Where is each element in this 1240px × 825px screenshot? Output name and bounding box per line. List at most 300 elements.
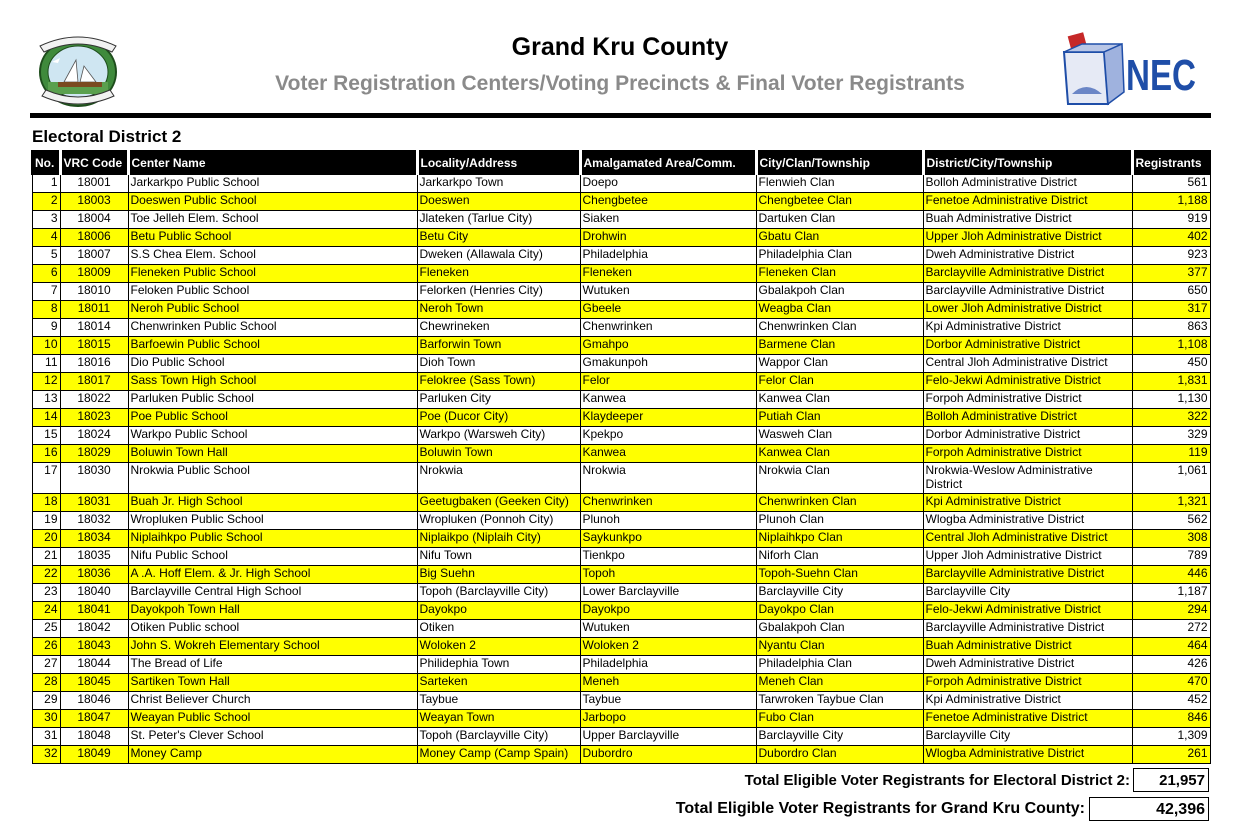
district-total-value: 21,957	[1133, 768, 1209, 792]
center-name-cell: Nifu Public School	[128, 547, 417, 565]
district-cell: Forpoh Administrative District	[923, 673, 1132, 691]
district-cell: Forpoh Administrative District	[923, 390, 1132, 408]
city-clan-cell: Kanwea Clan	[756, 390, 923, 408]
table-row	[32, 300, 1210, 318]
table-row	[32, 228, 1210, 246]
table-row	[32, 192, 1210, 210]
city-clan-cell: Wasweh Clan	[756, 426, 923, 444]
city-clan-cell: Weagba Clan	[756, 300, 923, 318]
vrc-code-cell: 18009	[60, 264, 128, 282]
city-clan-cell: Philadelphia Clan	[756, 655, 923, 673]
district-cell: Central Jloh Administrative District	[923, 529, 1132, 547]
table-row	[32, 511, 1210, 529]
district-cell: Forpoh Administrative District	[923, 444, 1132, 462]
vrc-code-cell: 18048	[60, 727, 128, 745]
vrc-code-cell: 18041	[60, 601, 128, 619]
city-clan-cell: Nyantu Clan	[756, 637, 923, 655]
registrants-cell: 1,188	[1132, 192, 1210, 210]
table-row	[32, 282, 1210, 300]
row-number-cell: 9	[32, 318, 60, 336]
registrants-cell: 470	[1132, 673, 1210, 691]
amalgamated-area-cell: Wutuken	[580, 282, 756, 300]
table-row	[32, 691, 1210, 709]
vrc-code-cell: 18015	[60, 336, 128, 354]
amalgamated-area-cell: Taybue	[580, 691, 756, 709]
center-name-cell: St. Peter's Clever School	[128, 727, 417, 745]
vrc-code-cell: 18034	[60, 529, 128, 547]
center-name-cell: Weayan Public School	[128, 709, 417, 727]
amalgamated-area-cell: Dubordro	[580, 745, 756, 763]
district-cell: Dweh Administrative District	[923, 246, 1132, 264]
city-clan-cell: Barclayville City	[756, 583, 923, 601]
table-row	[32, 583, 1210, 601]
locality-cell: Fleneken	[417, 264, 580, 282]
registrants-cell: 1,130	[1132, 390, 1210, 408]
registrants-cell: 562	[1132, 511, 1210, 529]
district-cell: Kpi Administrative District	[923, 318, 1132, 336]
row-number-cell: 27	[32, 655, 60, 673]
row-number-cell: 1	[32, 174, 60, 192]
registrants-cell: 322	[1132, 408, 1210, 426]
center-name-cell: Fleneken Public School	[128, 264, 417, 282]
district-cell: Dweh Administrative District	[923, 655, 1132, 673]
amalgamated-area-cell: Kanwea	[580, 444, 756, 462]
locality-cell: Taybue	[417, 691, 580, 709]
district-cell: Felo-Jekwi Administrative District	[923, 601, 1132, 619]
vrc-code-cell: 18010	[60, 282, 128, 300]
city-clan-cell: Putiah Clan	[756, 408, 923, 426]
district-cell: Barclayville City	[923, 583, 1132, 601]
amalgamated-area-cell: Saykunkpo	[580, 529, 756, 547]
district-cell: Lower Jloh Administrative District	[923, 300, 1132, 318]
vrc-code-cell: 18007	[60, 246, 128, 264]
registrants-cell: 446	[1132, 565, 1210, 583]
district-cell: Bolloh Administrative District	[923, 174, 1132, 192]
nec-logo-text: NEC	[1126, 51, 1196, 100]
center-name-cell: Toe Jelleh Elem. School	[128, 210, 417, 228]
table-row	[32, 529, 1210, 547]
row-number-cell: 8	[32, 300, 60, 318]
column-header: VRC Code	[60, 151, 128, 174]
page-subtitle: Voter Registration Centers/Voting Precincts & Final Voter Registrants	[275, 72, 965, 95]
registrants-cell: 923	[1132, 246, 1210, 264]
amalgamated-area-cell: Wutuken	[580, 619, 756, 637]
vrc-code-cell: 18032	[60, 511, 128, 529]
locality-cell: Nifu Town	[417, 547, 580, 565]
vrc-code-cell: 18035	[60, 547, 128, 565]
registrants-cell: 1,831	[1132, 372, 1210, 390]
city-clan-cell: Nrokwia Clan	[756, 462, 923, 493]
center-name-cell: Feloken Public School	[128, 282, 417, 300]
locality-cell: Money Camp (Camp Spain)	[417, 745, 580, 763]
table-row	[32, 619, 1210, 637]
registrants-cell: 789	[1132, 547, 1210, 565]
city-clan-cell: Gbalakpoh Clan	[756, 619, 923, 637]
amalgamated-area-cell: Lower Barclayville	[580, 583, 756, 601]
vrc-code-cell: 18011	[60, 300, 128, 318]
row-number-cell: 12	[32, 372, 60, 390]
table-row	[32, 655, 1210, 673]
locality-cell: Geetugbaken (Geeken City)	[417, 493, 580, 511]
city-clan-cell: Chenwrinken Clan	[756, 318, 923, 336]
locality-cell: Sarteken	[417, 673, 580, 691]
vrc-code-cell: 18042	[60, 619, 128, 637]
table-row	[32, 264, 1210, 282]
table-header-row	[32, 151, 1210, 174]
amalgamated-area-cell: Plunoh	[580, 511, 756, 529]
ballot-box-icon	[1062, 34, 1202, 106]
center-name-cell: Otiken Public school	[128, 619, 417, 637]
amalgamated-area-cell: Fleneken	[580, 264, 756, 282]
row-number-cell: 32	[32, 745, 60, 763]
table-row	[32, 745, 1210, 763]
city-clan-cell: Philadelphia Clan	[756, 246, 923, 264]
registrants-cell: 1,108	[1132, 336, 1210, 354]
district-total-label: Total Eligible Voter Registrants for Electoral District 2:	[744, 772, 1130, 789]
city-clan-cell: Plunoh Clan	[756, 511, 923, 529]
vrc-code-cell: 18016	[60, 354, 128, 372]
registrants-cell: 272	[1132, 619, 1210, 637]
locality-cell: Jarkarkpo Town	[417, 174, 580, 192]
city-clan-cell: Felor Clan	[756, 372, 923, 390]
table-row	[32, 336, 1210, 354]
row-number-cell: 16	[32, 444, 60, 462]
vrc-code-cell: 18004	[60, 210, 128, 228]
amalgamated-area-cell: Upper Barclayville	[580, 727, 756, 745]
locality-cell: Wropluken (Ponnoh City)	[417, 511, 580, 529]
table-row	[32, 444, 1210, 462]
district-title: Electoral District 2	[32, 127, 182, 146]
center-name-cell: Betu Public School	[128, 228, 417, 246]
amalgamated-area-cell: Topoh	[580, 565, 756, 583]
district-cell: Kpi Administrative District	[923, 493, 1132, 511]
registrants-cell: 846	[1132, 709, 1210, 727]
column-header: Amalgamated Area/Comm.	[580, 151, 756, 174]
row-number-cell: 31	[32, 727, 60, 745]
amalgamated-area-cell: Philadelphia	[580, 246, 756, 264]
vrc-code-cell: 18049	[60, 745, 128, 763]
district-cell: Buah Administrative District	[923, 210, 1132, 228]
center-name-cell: Barclayville Central High School	[128, 583, 417, 601]
city-clan-cell: Barmene Clan	[756, 336, 923, 354]
district-cell: Upper Jloh Administrative District	[923, 228, 1132, 246]
vrc-code-cell: 18003	[60, 192, 128, 210]
row-number-cell: 18	[32, 493, 60, 511]
amalgamated-area-cell: Doepo	[580, 174, 756, 192]
row-number-cell: 10	[32, 336, 60, 354]
vrc-code-cell: 18045	[60, 673, 128, 691]
locality-cell: Warkpo (Warsweh City)	[417, 426, 580, 444]
center-name-cell: Chenwrinken Public School	[128, 318, 417, 336]
vrc-code-cell: 18047	[60, 709, 128, 727]
center-name-cell: Sass Town High School	[128, 372, 417, 390]
locality-cell: Dioh Town	[417, 354, 580, 372]
row-number-cell: 5	[32, 246, 60, 264]
district-cell: Dorbor Administrative District	[923, 426, 1132, 444]
center-name-cell: Boluwin Town Hall	[128, 444, 417, 462]
center-name-cell: Neroh Public School	[128, 300, 417, 318]
amalgamated-area-cell: Felor	[580, 372, 756, 390]
table-body	[32, 174, 1210, 763]
amalgamated-area-cell: Siaken	[580, 210, 756, 228]
table-row	[32, 673, 1210, 691]
registrants-cell: 1,309	[1132, 727, 1210, 745]
table-row	[32, 426, 1210, 444]
locality-cell: Chewrineken	[417, 318, 580, 336]
row-number-cell: 23	[32, 583, 60, 601]
city-clan-cell: Flenwieh Clan	[756, 174, 923, 192]
vrc-code-cell: 18030	[60, 462, 128, 493]
column-header: City/Clan/Township	[756, 151, 923, 174]
registrants-cell: 1,187	[1132, 583, 1210, 601]
county-total-label: Total Eligible Voter Registrants for Grand Kru County:	[675, 800, 1085, 817]
table-row	[32, 493, 1210, 511]
nec-logo	[1062, 34, 1202, 106]
center-name-cell: Poe Public School	[128, 408, 417, 426]
district-cell: Barclayville Administrative District	[923, 282, 1132, 300]
locality-cell: Topoh (Barclayville City)	[417, 727, 580, 745]
city-clan-cell: Fleneken Clan	[756, 264, 923, 282]
vrc-code-cell: 18024	[60, 426, 128, 444]
row-number-cell: 11	[32, 354, 60, 372]
center-name-cell: Buah Jr. High School	[128, 493, 417, 511]
locality-cell: Niplaikpo (Niplaih City)	[417, 529, 580, 547]
table-row	[32, 246, 1210, 264]
registrants-cell: 261	[1132, 745, 1210, 763]
row-number-cell: 13	[32, 390, 60, 408]
vrc-code-cell: 18006	[60, 228, 128, 246]
locality-cell: Topoh (Barclayville City)	[417, 583, 580, 601]
vrc-code-cell: 18036	[60, 565, 128, 583]
locality-cell: Betu City	[417, 228, 580, 246]
center-name-cell: Dio Public School	[128, 354, 417, 372]
table-row	[32, 565, 1210, 583]
amalgamated-area-cell: Chengbetee	[580, 192, 756, 210]
registration-table	[31, 150, 1211, 764]
registrants-cell: 377	[1132, 264, 1210, 282]
locality-cell: Barforwin Town	[417, 336, 580, 354]
locality-cell: Parluken City	[417, 390, 580, 408]
column-header: District/City/Township	[923, 151, 1132, 174]
district-cell: Upper Jloh Administrative District	[923, 547, 1132, 565]
locality-cell: Doeswen	[417, 192, 580, 210]
registrants-cell: 1,321	[1132, 493, 1210, 511]
row-number-cell: 28	[32, 673, 60, 691]
district-cell: Fenetoe Administrative District	[923, 709, 1132, 727]
center-name-cell: The Bread of Life	[128, 655, 417, 673]
city-clan-cell: Niforh Clan	[756, 547, 923, 565]
row-number-cell: 20	[32, 529, 60, 547]
amalgamated-area-cell: Jarbopo	[580, 709, 756, 727]
center-name-cell: A .A. Hoff Elem. & Jr. High School	[128, 565, 417, 583]
city-clan-cell: Dubordro Clan	[756, 745, 923, 763]
registrants-cell: 561	[1132, 174, 1210, 192]
table-row	[32, 601, 1210, 619]
amalgamated-area-cell: Kpekpo	[580, 426, 756, 444]
center-name-cell: Warkpo Public School	[128, 426, 417, 444]
center-name-cell: Barfoewin Public School	[128, 336, 417, 354]
header-divider	[30, 113, 1211, 118]
city-clan-cell: Dartuken Clan	[756, 210, 923, 228]
amalgamated-area-cell: Gbeele	[580, 300, 756, 318]
amalgamated-area-cell: Drohwin	[580, 228, 756, 246]
center-name-cell: Nrokwia Public School	[128, 462, 417, 493]
amalgamated-area-cell: Meneh	[580, 673, 756, 691]
city-clan-cell: Dayokpo Clan	[756, 601, 923, 619]
table-row	[32, 390, 1210, 408]
center-name-cell: Jarkarkpo Public School	[128, 174, 417, 192]
page-header	[0, 0, 1240, 118]
locality-cell: Otiken	[417, 619, 580, 637]
amalgamated-area-cell: Chenwrinken	[580, 493, 756, 511]
district-cell: Wlogba Administrative District	[923, 745, 1132, 763]
vrc-code-cell: 18043	[60, 637, 128, 655]
row-number-cell: 3	[32, 210, 60, 228]
page-title: Grand Kru County	[511, 33, 729, 61]
table-row	[32, 408, 1210, 426]
row-number-cell: 21	[32, 547, 60, 565]
registrants-cell: 452	[1132, 691, 1210, 709]
table-row	[32, 354, 1210, 372]
locality-cell: Woloken 2	[417, 637, 580, 655]
registrants-cell: 863	[1132, 318, 1210, 336]
vrc-code-cell: 18022	[60, 390, 128, 408]
locality-cell: Big Suehn	[417, 565, 580, 583]
center-name-cell: Doeswen Public School	[128, 192, 417, 210]
row-number-cell: 6	[32, 264, 60, 282]
city-clan-cell: Chenwrinken Clan	[756, 493, 923, 511]
center-name-cell: Money Camp	[128, 745, 417, 763]
district-cell: Bolloh Administrative District	[923, 408, 1132, 426]
center-name-cell: Niplaihkpo Public School	[128, 529, 417, 547]
district-cell: Kpi Administrative District	[923, 691, 1132, 709]
row-number-cell: 2	[32, 192, 60, 210]
vrc-code-cell: 18040	[60, 583, 128, 601]
amalgamated-area-cell: Chenwrinken	[580, 318, 756, 336]
locality-cell: Boluwin Town	[417, 444, 580, 462]
city-clan-cell: Gbalakpoh Clan	[756, 282, 923, 300]
row-number-cell: 24	[32, 601, 60, 619]
city-clan-cell: Wappor Clan	[756, 354, 923, 372]
amalgamated-area-cell: Dayokpo	[580, 601, 756, 619]
column-header: Center Name	[128, 151, 417, 174]
city-clan-cell: Niplaihkpo Clan	[756, 529, 923, 547]
table-row	[32, 318, 1210, 336]
column-header: Registrants	[1132, 151, 1210, 174]
row-number-cell: 15	[32, 426, 60, 444]
district-cell: Buah Administrative District	[923, 637, 1132, 655]
district-cell: Barclayville Administrative District	[923, 565, 1132, 583]
locality-cell: Neroh Town	[417, 300, 580, 318]
table-row	[32, 372, 1210, 390]
district-cell: Felo-Jekwi Administrative District	[923, 372, 1132, 390]
row-number-cell: 30	[32, 709, 60, 727]
table-row	[32, 637, 1210, 655]
column-header: No.	[32, 151, 60, 174]
vrc-code-cell: 18044	[60, 655, 128, 673]
table-row	[32, 174, 1210, 192]
row-number-cell: 4	[32, 228, 60, 246]
amalgamated-area-cell: Gmakunpoh	[580, 354, 756, 372]
row-number-cell: 25	[32, 619, 60, 637]
row-number-cell: 19	[32, 511, 60, 529]
table-row	[32, 709, 1210, 727]
registrants-cell: 317	[1132, 300, 1210, 318]
row-number-cell: 14	[32, 408, 60, 426]
district-cell: Barclayville City	[923, 727, 1132, 745]
registrants-cell: 308	[1132, 529, 1210, 547]
vrc-code-cell: 18046	[60, 691, 128, 709]
district-cell: Central Jloh Administrative District	[923, 354, 1132, 372]
vrc-code-cell: 18029	[60, 444, 128, 462]
table-row	[32, 210, 1210, 228]
amalgamated-area-cell: Philadelphia	[580, 655, 756, 673]
registrants-cell: 919	[1132, 210, 1210, 228]
locality-cell: Felorken (Henries City)	[417, 282, 580, 300]
amalgamated-area-cell: Kanwea	[580, 390, 756, 408]
center-name-cell: Wropluken Public School	[128, 511, 417, 529]
locality-cell: Philidephia Town	[417, 655, 580, 673]
city-clan-cell: Tarwroken Taybue Clan	[756, 691, 923, 709]
registrants-cell: 1,061	[1132, 462, 1210, 493]
district-cell: Nrokwia-Weslow Administrative District	[923, 462, 1132, 493]
locality-cell: Jlateken (Tarlue City)	[417, 210, 580, 228]
row-number-cell: 29	[32, 691, 60, 709]
vrc-code-cell: 18014	[60, 318, 128, 336]
district-cell: Fenetoe Administrative District	[923, 192, 1132, 210]
vrc-code-cell: 18031	[60, 493, 128, 511]
city-clan-cell: Barclayville City	[756, 727, 923, 745]
amalgamated-area-cell: Tienkpo	[580, 547, 756, 565]
center-name-cell: Sartiken Town Hall	[128, 673, 417, 691]
city-clan-cell: Fubo Clan	[756, 709, 923, 727]
city-clan-cell: Gbatu Clan	[756, 228, 923, 246]
amalgamated-area-cell: Gmahpo	[580, 336, 756, 354]
center-name-cell: Dayokpoh Town Hall	[128, 601, 417, 619]
vrc-code-cell: 18023	[60, 408, 128, 426]
registrants-cell: 650	[1132, 282, 1210, 300]
registrants-cell: 450	[1132, 354, 1210, 372]
city-clan-cell: Kanwea Clan	[756, 444, 923, 462]
city-clan-cell: Topoh-Suehn Clan	[756, 565, 923, 583]
table-row	[32, 547, 1210, 565]
district-cell: Barclayville Administrative District	[923, 264, 1132, 282]
district-cell: Barclayville Administrative District	[923, 619, 1132, 637]
registrants-cell: 119	[1132, 444, 1210, 462]
center-name-cell: John S. Wokreh Elementary School	[128, 637, 417, 655]
registrants-cell: 294	[1132, 601, 1210, 619]
registrants-cell: 329	[1132, 426, 1210, 444]
table-row	[32, 462, 1210, 493]
amalgamated-area-cell: Nrokwia	[580, 462, 756, 493]
center-name-cell: Christ Believer Church	[128, 691, 417, 709]
row-number-cell: 26	[32, 637, 60, 655]
amalgamated-area-cell: Klaydeeper	[580, 408, 756, 426]
row-number-cell: 22	[32, 565, 60, 583]
amalgamated-area-cell: Woloken 2	[580, 637, 756, 655]
vrc-code-cell: 18017	[60, 372, 128, 390]
registrants-cell: 464	[1132, 637, 1210, 655]
center-name-cell: S.S Chea Elem. School	[128, 246, 417, 264]
row-number-cell: 7	[32, 282, 60, 300]
center-name-cell: Parluken Public School	[128, 390, 417, 408]
registrants-cell: 402	[1132, 228, 1210, 246]
locality-cell: Felokree (Sass Town)	[417, 372, 580, 390]
city-clan-cell: Meneh Clan	[756, 673, 923, 691]
table-row	[32, 727, 1210, 745]
county-total-value: 42,396	[1089, 797, 1209, 821]
city-clan-cell: Chengbetee Clan	[756, 192, 923, 210]
